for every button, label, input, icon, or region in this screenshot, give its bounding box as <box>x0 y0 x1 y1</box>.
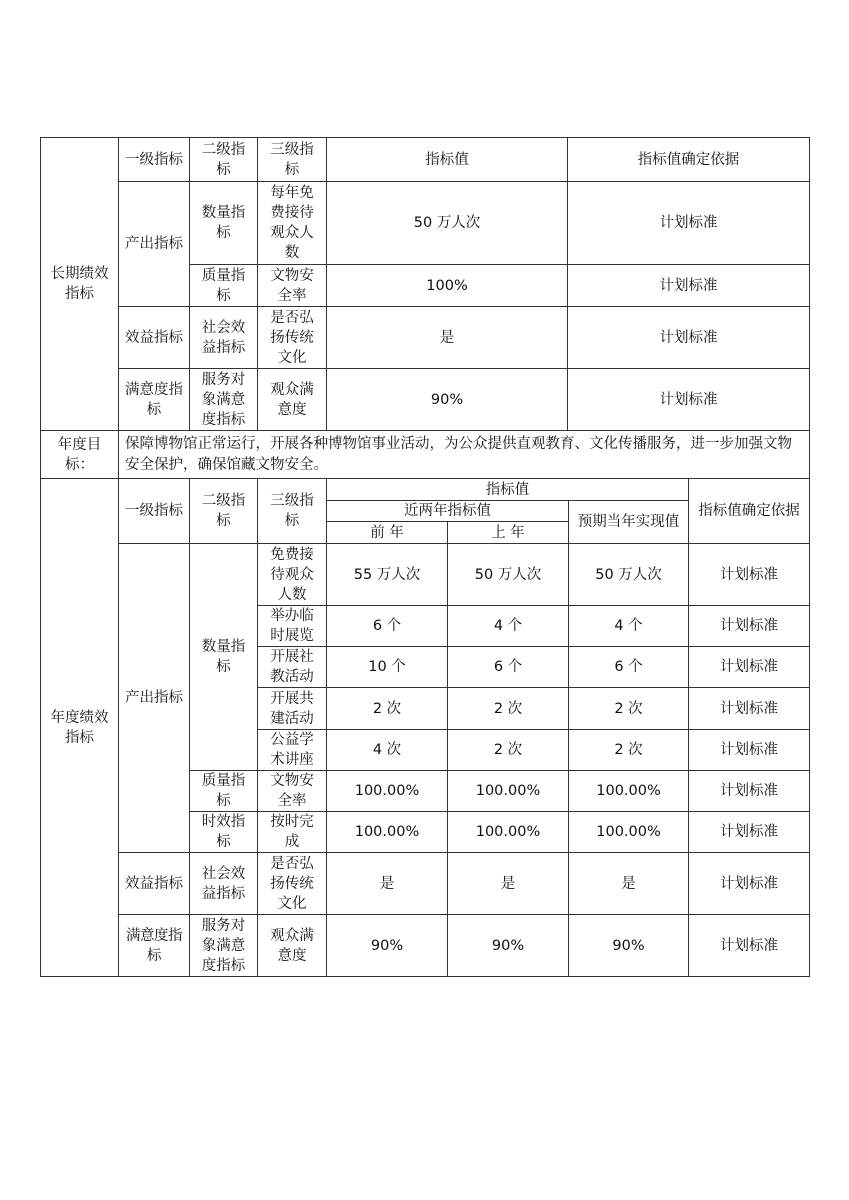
expected-cell: 90% <box>569 915 689 977</box>
level2-cell: 服务对象满意度指标 <box>190 915 258 977</box>
annual-goal-text: 保障博物馆正常运行，开展各种博物馆事业活动，为公众提供直观教育、文化传播服务，进一步加强文物安全保护，确保馆藏文物安全。 <box>119 431 810 479</box>
level2-cell: 社会效益指标 <box>190 853 258 915</box>
header-value: 指标值 <box>327 479 689 501</box>
level1-cell: 满意度指标 <box>119 915 190 977</box>
prev2-cell: 2 次 <box>327 688 448 730</box>
basis-cell: 计划标准 <box>689 544 810 606</box>
basis-cell: 计划标准 <box>689 915 810 977</box>
value-cell: 50 万人次 <box>327 182 568 265</box>
level2-cell: 质量指标 <box>190 771 258 812</box>
level3-cell: 免费接待观众人数 <box>258 544 327 606</box>
expected-cell: 2 次 <box>569 730 689 771</box>
level2-cell: 数量指标 <box>190 544 258 771</box>
expected-cell: 100.00% <box>569 812 689 853</box>
basis-cell: 计划标准 <box>689 812 810 853</box>
expected-cell: 6 个 <box>569 647 689 688</box>
prev2-cell: 10 个 <box>327 647 448 688</box>
level3-cell: 公益学术讲座 <box>258 730 327 771</box>
prev1-cell: 50 万人次 <box>448 544 569 606</box>
level2-cell: 数量指标 <box>190 182 258 265</box>
header-level3: 三级指标 <box>258 138 327 182</box>
level3-cell: 观众满意度 <box>258 369 327 431</box>
level3-cell: 文物安全率 <box>258 771 327 812</box>
prev1-cell: 100.00% <box>448 812 569 853</box>
basis-cell: 计划标准 <box>689 853 810 915</box>
prev1-cell: 4 个 <box>448 606 569 647</box>
annual-goal-label: 年度目标： <box>41 431 119 479</box>
basis-cell: 计划标准 <box>568 307 810 369</box>
prev2-cell: 100.00% <box>327 812 448 853</box>
long-term-indicator-table <box>40 137 810 431</box>
prev1-cell: 2 次 <box>448 688 569 730</box>
level2-cell: 社会效益指标 <box>190 307 258 369</box>
level3-cell: 文物安全率 <box>258 265 327 307</box>
level1-cell: 效益指标 <box>119 307 190 369</box>
header-value: 指标值 <box>327 138 568 182</box>
header-level1: 一级指标 <box>119 138 190 182</box>
level1-cell: 满意度指标 <box>119 369 190 431</box>
level2-cell: 质量指标 <box>190 265 258 307</box>
header-level1: 一级指标 <box>119 479 190 544</box>
prev2-cell: 55 万人次 <box>327 544 448 606</box>
header-basis: 指标值确定依据 <box>568 138 810 182</box>
long-term-section-label: 长期绩效指标 <box>41 138 119 431</box>
prev1-cell: 是 <box>448 853 569 915</box>
expected-cell: 是 <box>569 853 689 915</box>
level3-cell: 开展社教活动 <box>258 647 327 688</box>
value-cell: 是 <box>327 307 568 369</box>
annual-indicator-table <box>40 478 810 977</box>
basis-cell: 计划标准 <box>568 369 810 431</box>
prev1-cell: 6 个 <box>448 647 569 688</box>
basis-cell: 计划标准 <box>689 771 810 812</box>
header-level2: 二级指标 <box>190 479 258 544</box>
level2-cell: 时效指标 <box>190 812 258 853</box>
prev1-cell: 90% <box>448 915 569 977</box>
header-basis: 指标值确定依据 <box>689 479 810 544</box>
basis-cell: 计划标准 <box>689 730 810 771</box>
annual-goal-table <box>40 430 810 479</box>
level1-cell: 产出指标 <box>119 544 190 853</box>
value-cell: 100% <box>327 265 568 307</box>
prev2-cell: 100.00% <box>327 771 448 812</box>
header-level3: 三级指标 <box>258 479 327 544</box>
header-recent-two-years: 近两年指标值 <box>327 501 569 522</box>
level3-cell: 观众满意度 <box>258 915 327 977</box>
value-cell: 90% <box>327 369 568 431</box>
basis-cell: 计划标准 <box>568 265 810 307</box>
level3-cell: 是否弘扬传统文化 <box>258 853 327 915</box>
expected-cell: 2 次 <box>569 688 689 730</box>
level3-cell: 举办临时展览 <box>258 606 327 647</box>
level1-cell: 效益指标 <box>119 853 190 915</box>
annual-section-label: 年度绩效指标 <box>41 479 119 977</box>
level3-cell: 每年免费接待观众人数 <box>258 182 327 265</box>
header-prev2-year: 前 年 <box>327 522 448 544</box>
prev1-cell: 100.00% <box>448 771 569 812</box>
expected-cell: 4 个 <box>569 606 689 647</box>
basis-cell: 计划标准 <box>689 606 810 647</box>
level1-cell: 产出指标 <box>119 182 190 307</box>
expected-cell: 50 万人次 <box>569 544 689 606</box>
level3-cell: 按时完成 <box>258 812 327 853</box>
prev2-cell: 6 个 <box>327 606 448 647</box>
level3-cell: 开展共建活动 <box>258 688 327 730</box>
basis-cell: 计划标准 <box>689 688 810 730</box>
basis-cell: 计划标准 <box>568 182 810 265</box>
prev2-cell: 是 <box>327 853 448 915</box>
header-prev1-year: 上 年 <box>448 522 569 544</box>
level2-cell: 服务对象满意度指标 <box>190 369 258 431</box>
header-expected: 预期当年实现值 <box>569 501 689 544</box>
prev2-cell: 4 次 <box>327 730 448 771</box>
expected-cell: 100.00% <box>569 771 689 812</box>
prev1-cell: 2 次 <box>448 730 569 771</box>
level3-cell: 是否弘扬传统文化 <box>258 307 327 369</box>
prev2-cell: 90% <box>327 915 448 977</box>
basis-cell: 计划标准 <box>689 647 810 688</box>
header-level2: 二级指标 <box>190 138 258 182</box>
